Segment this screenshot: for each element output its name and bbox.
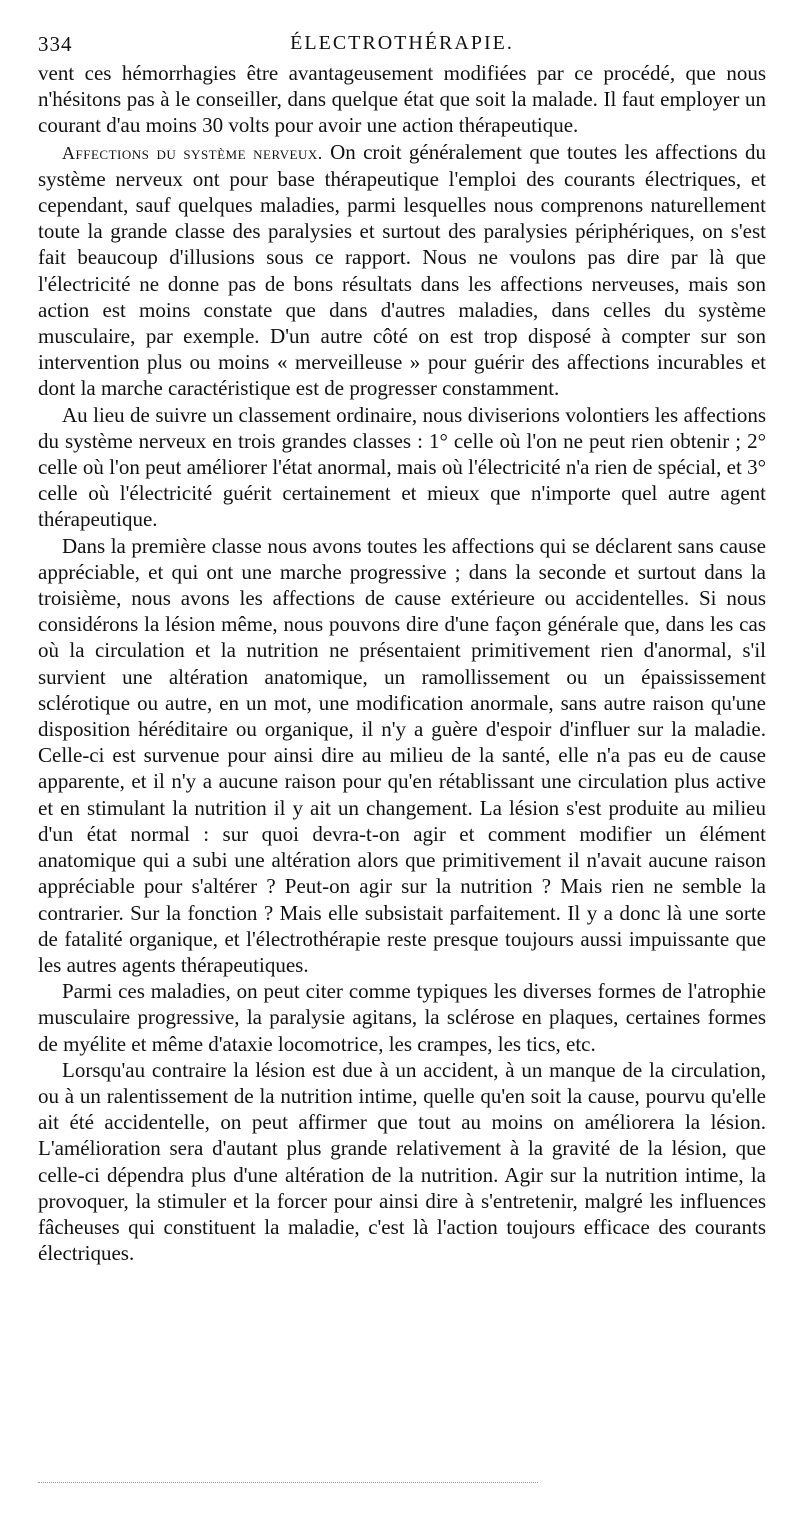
running-title: ÉLECTROTHÉRAPIE. <box>290 32 514 54</box>
page-number: 334 <box>38 32 73 56</box>
paragraph-continuation: vent ces hémorrhagies être avantageusement modifiées par ce procédé, que nous n'hésitons pas à le conseiller, dans quelque état que soit la malade. Il faut employer un courant d'au moins 30 volts pour avoir une action thérapeutique. <box>38 61 766 138</box>
paragraph-first-class: Dans la première classe nous avons toutes les affections qui se déclarent sans cause appréciable, et qui ont une marche progressive ; dans la seconde et surtout dans la troisième, nous avons les affections de cause extérieure ou accidentelles. Si nous considérons la lésion même, nous pouvons dire d'une façon générale que, dans les cas où la circulation et la nutrition ne présentaient primitivement rien d'anormal, s'il survient une altération anatomique, un ramollissement ou un épaississement sclérotique ou autre, en un mot, une modification anormale, sans autre raison qu'une disposition héréditaire ou organique, il n'y a guère d'espoir d'influer sur la maladie. Celle-ci est survenue pour ainsi dire au milieu de la santé, elle n'a pas eu de cause apparente, et il n'y a aucune raison pour qu'en rétablissant une circulation plus active et en stimulant la nutrition il y ait un changement. La lésion s'est produite au milieu d'un état normal : sur quoi devra-t-on agir et comment modifier un élément anatomique qui a subi une altération alors que primitivement il n'avait aucune raison appréciable pour s'altérer ? Peut-on agir sur la nutrition ? Mais rien ne semble la contrarier. Sur la fonction ? Mais elle subsistait parfaitement. Il y a donc là une sorte de fatalité organique, et l'électrothérapie reste presque toujours aussi impuissante que les autres agents thérapeutiques. <box>38 533 766 977</box>
footer-rule <box>38 1482 538 1483</box>
paragraph-accidental-lesions: Lorsqu'au contraire la lésion est due à un accident, à un manque de la circulation, ou à un ralentissement de la nutrition intime, quelle qu'en soit la cause, pourvu qu'elle ait été accidentelle, on peut affirmer que tout au moins on améliorera la lésion. L'amélioration sera d'autant plus grande relativement à la gravité de la lésion, que celle-ci dépendra plus d'une altération de la nutrition. Agir sur la nutrition intime, la provoquer, la stimuler et la forcer pour ainsi dire à s'entretenir, malgré les influences fâcheuses qui constituent la maladie, c'est là l'action toujours efficace des courants électriques. <box>38 1057 766 1266</box>
paragraph-examples: Parmi ces maladies, on peut citer comme typiques les diverses formes de l'atrophie musculaire progressive, la paralysie agitans, la sclérose en plaques, certaines formes de myélite et même d'ataxie locomotrice, les crampes, les tics, etc. <box>38 979 766 1056</box>
section-heading: Affections du système nerveux. <box>62 142 323 163</box>
paragraph-classification: Au lieu de suivre un classement ordinaire, nous diviserions volontiers les affections du système nerveux en trois grandes classes : 1° celle où l'on ne peut rien obtenir ; 2° celle où l'on peut améliorer l'état anormal, mais où l'électricité n'a rien de spécial, et 3° celle où l'électricité guérit certainement et mieux que n'importe quel autre agent thérapeutique. <box>38 402 766 532</box>
body-text <box>38 60 766 1266</box>
paragraph-nervous-system <box>38 139 766 402</box>
paragraph-text: On croit généralement que toutes les affections du système nerveux ont pour base thérapeutique l'emploi des courants électriques, et cependant, sauf quelques maladies, parmi lesquelles nous comprenons naturellement toute la grande classe des paralysies et surtout des paralysies périphériques, on s'est fait beaucoup d'illusions sous ce rapport. Nous ne voulons pas dire par là que l'électricité ne donne pas de bons résultats dans les affections nerveuses, mais son action est moins constate que dans d'autres maladies, dans celles du système musculaire, par exemple. D'un autre côté on est trop disposé à compter sur son intervention plus ou moins « merveilleuse » pour guérir des affections incurables et dont la marche caractéristique est de progresser constamment. <box>38 139 766 401</box>
book-page <box>38 26 766 1266</box>
running-head <box>38 26 766 60</box>
